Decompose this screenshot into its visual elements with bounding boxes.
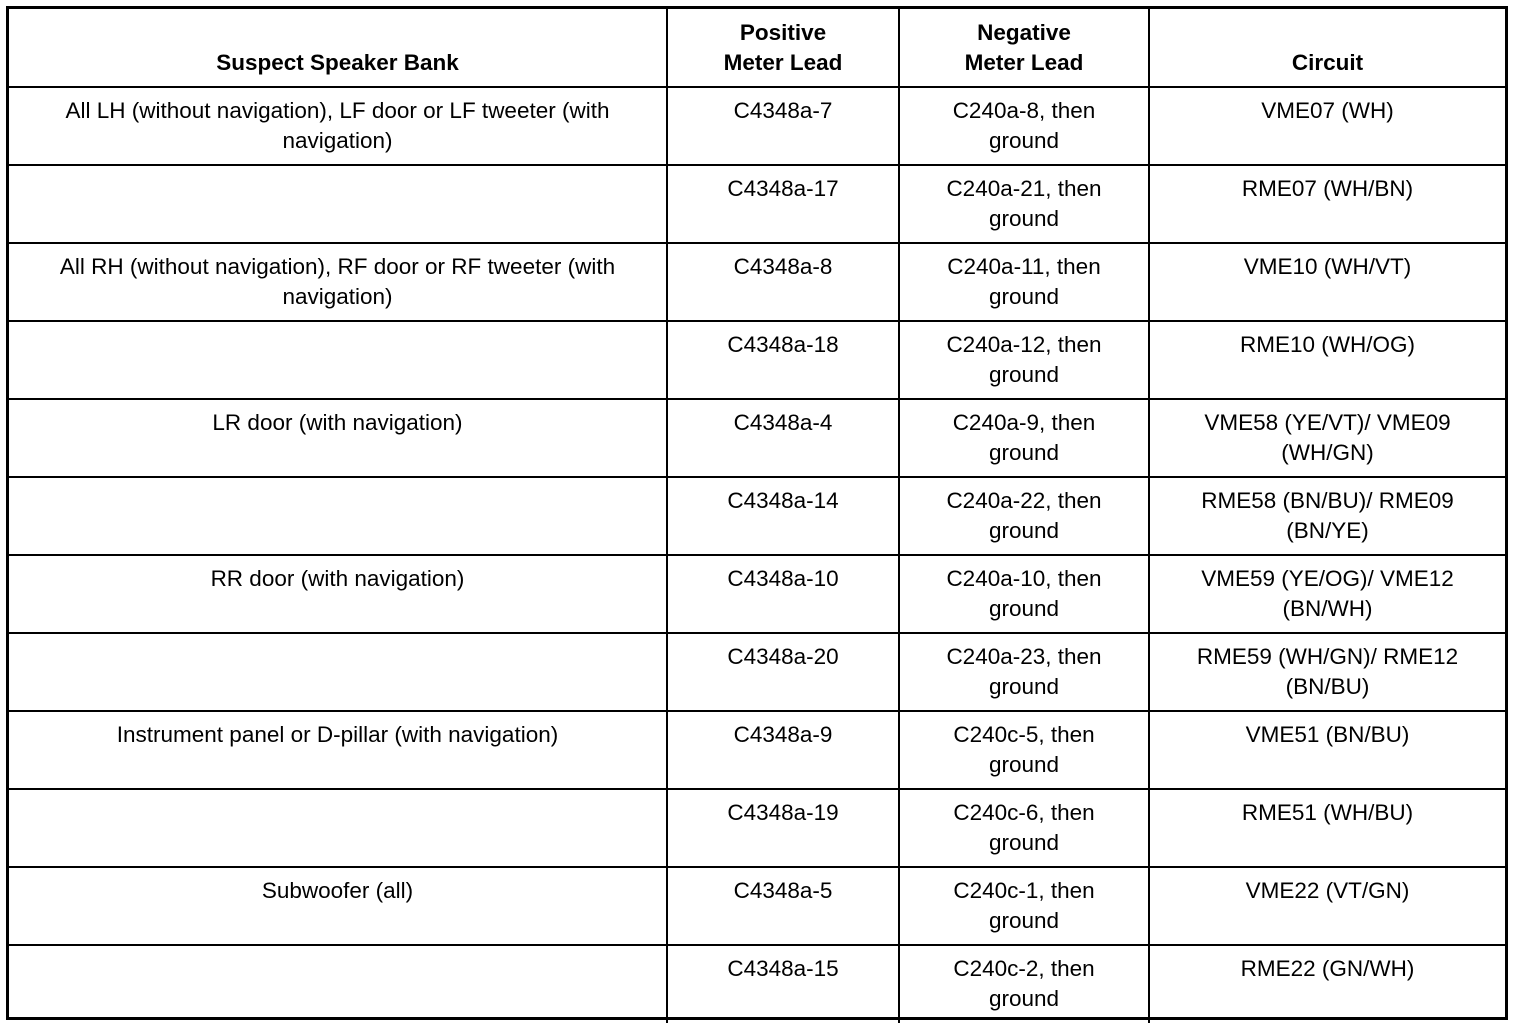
cell-circuit: VME07 (WH) <box>1149 87 1505 165</box>
cell-speaker-bank: Instrument panel or D-pillar (with navigation) <box>9 711 667 789</box>
speaker-circuit-table <box>6 6 1508 1020</box>
cell-negative-lead: C240a-8, then ground <box>899 87 1149 165</box>
cell-positive-lead: C4348a-7 <box>667 87 899 165</box>
cell-negative-lead: C240a-23, then ground <box>899 633 1149 711</box>
cell-negative-lead: C240a-22, then ground <box>899 477 1149 555</box>
table-row <box>9 789 1505 867</box>
cell-circuit: VME10 (WH/VT) <box>1149 243 1505 321</box>
cell-positive-lead: C4348a-14 <box>667 477 899 555</box>
cell-circuit: VME51 (BN/BU) <box>1149 711 1505 789</box>
cell-speaker-bank: RR door (with navigation) <box>9 555 667 633</box>
header-positive-meter-lead: Positive Meter Lead <box>667 9 899 87</box>
cell-speaker-bank: Subwoofer (all) <box>9 867 667 945</box>
data-table <box>9 9 1505 1023</box>
header-negative-meter-lead: Negative Meter Lead <box>899 9 1149 87</box>
cell-positive-lead: C4348a-15 <box>667 945 899 1023</box>
cell-positive-lead: C4348a-8 <box>667 243 899 321</box>
cell-positive-lead: C4348a-9 <box>667 711 899 789</box>
table-row <box>9 633 1505 711</box>
cell-negative-lead: C240a-12, then ground <box>899 321 1149 399</box>
cell-speaker-bank <box>9 321 667 399</box>
cell-speaker-bank <box>9 477 667 555</box>
table-row <box>9 711 1505 789</box>
cell-speaker-bank <box>9 165 667 243</box>
cell-speaker-bank: LR door (with navigation) <box>9 399 667 477</box>
cell-positive-lead: C4348a-19 <box>667 789 899 867</box>
cell-circuit: RME07 (WH/BN) <box>1149 165 1505 243</box>
cell-circuit: RME51 (WH/BU) <box>1149 789 1505 867</box>
table-row <box>9 399 1505 477</box>
cell-negative-lead: C240c-5, then ground <box>899 711 1149 789</box>
cell-circuit: VME22 (VT/GN) <box>1149 867 1505 945</box>
cell-speaker-bank: All LH (without navigation), LF door or LF tweeter (with navigation) <box>9 87 667 165</box>
table-row <box>9 477 1505 555</box>
cell-circuit: RME58 (BN/BU)/ RME09 (BN/YE) <box>1149 477 1505 555</box>
table-row <box>9 321 1505 399</box>
cell-negative-lead: C240a-11, then ground <box>899 243 1149 321</box>
cell-positive-lead: C4348a-4 <box>667 399 899 477</box>
header-suspect-speaker-bank: Suspect Speaker Bank <box>9 9 667 87</box>
cell-negative-lead: C240a-9, then ground <box>899 399 1149 477</box>
cell-speaker-bank <box>9 945 667 1023</box>
cell-positive-lead: C4348a-17 <box>667 165 899 243</box>
cell-circuit: VME58 (YE/VT)/ VME09 (WH/GN) <box>1149 399 1505 477</box>
cell-circuit: RME22 (GN/WH) <box>1149 945 1505 1023</box>
cell-positive-lead: C4348a-18 <box>667 321 899 399</box>
cell-negative-lead: C240a-21, then ground <box>899 165 1149 243</box>
table-row <box>9 243 1505 321</box>
table-row <box>9 945 1505 1023</box>
cell-negative-lead: C240c-1, then ground <box>899 867 1149 945</box>
cell-negative-lead: C240c-2, then ground <box>899 945 1149 1023</box>
cell-speaker-bank: All RH (without navigation), RF door or RF tweeter (with navigation) <box>9 243 667 321</box>
cell-circuit: RME59 (WH/GN)/ RME12 (BN/BU) <box>1149 633 1505 711</box>
cell-circuit: RME10 (WH/OG) <box>1149 321 1505 399</box>
cell-negative-lead: C240c-6, then ground <box>899 789 1149 867</box>
table-row <box>9 867 1505 945</box>
cell-circuit: VME59 (YE/OG)/ VME12 (BN/WH) <box>1149 555 1505 633</box>
cell-negative-lead: C240a-10, then ground <box>899 555 1149 633</box>
cell-positive-lead: C4348a-10 <box>667 555 899 633</box>
cell-speaker-bank <box>9 789 667 867</box>
header-circuit: Circuit <box>1149 9 1505 87</box>
cell-positive-lead: C4348a-20 <box>667 633 899 711</box>
header-row <box>9 9 1505 87</box>
table-row <box>9 555 1505 633</box>
table-row <box>9 165 1505 243</box>
cell-positive-lead: C4348a-5 <box>667 867 899 945</box>
cell-speaker-bank <box>9 633 667 711</box>
table-row <box>9 87 1505 165</box>
